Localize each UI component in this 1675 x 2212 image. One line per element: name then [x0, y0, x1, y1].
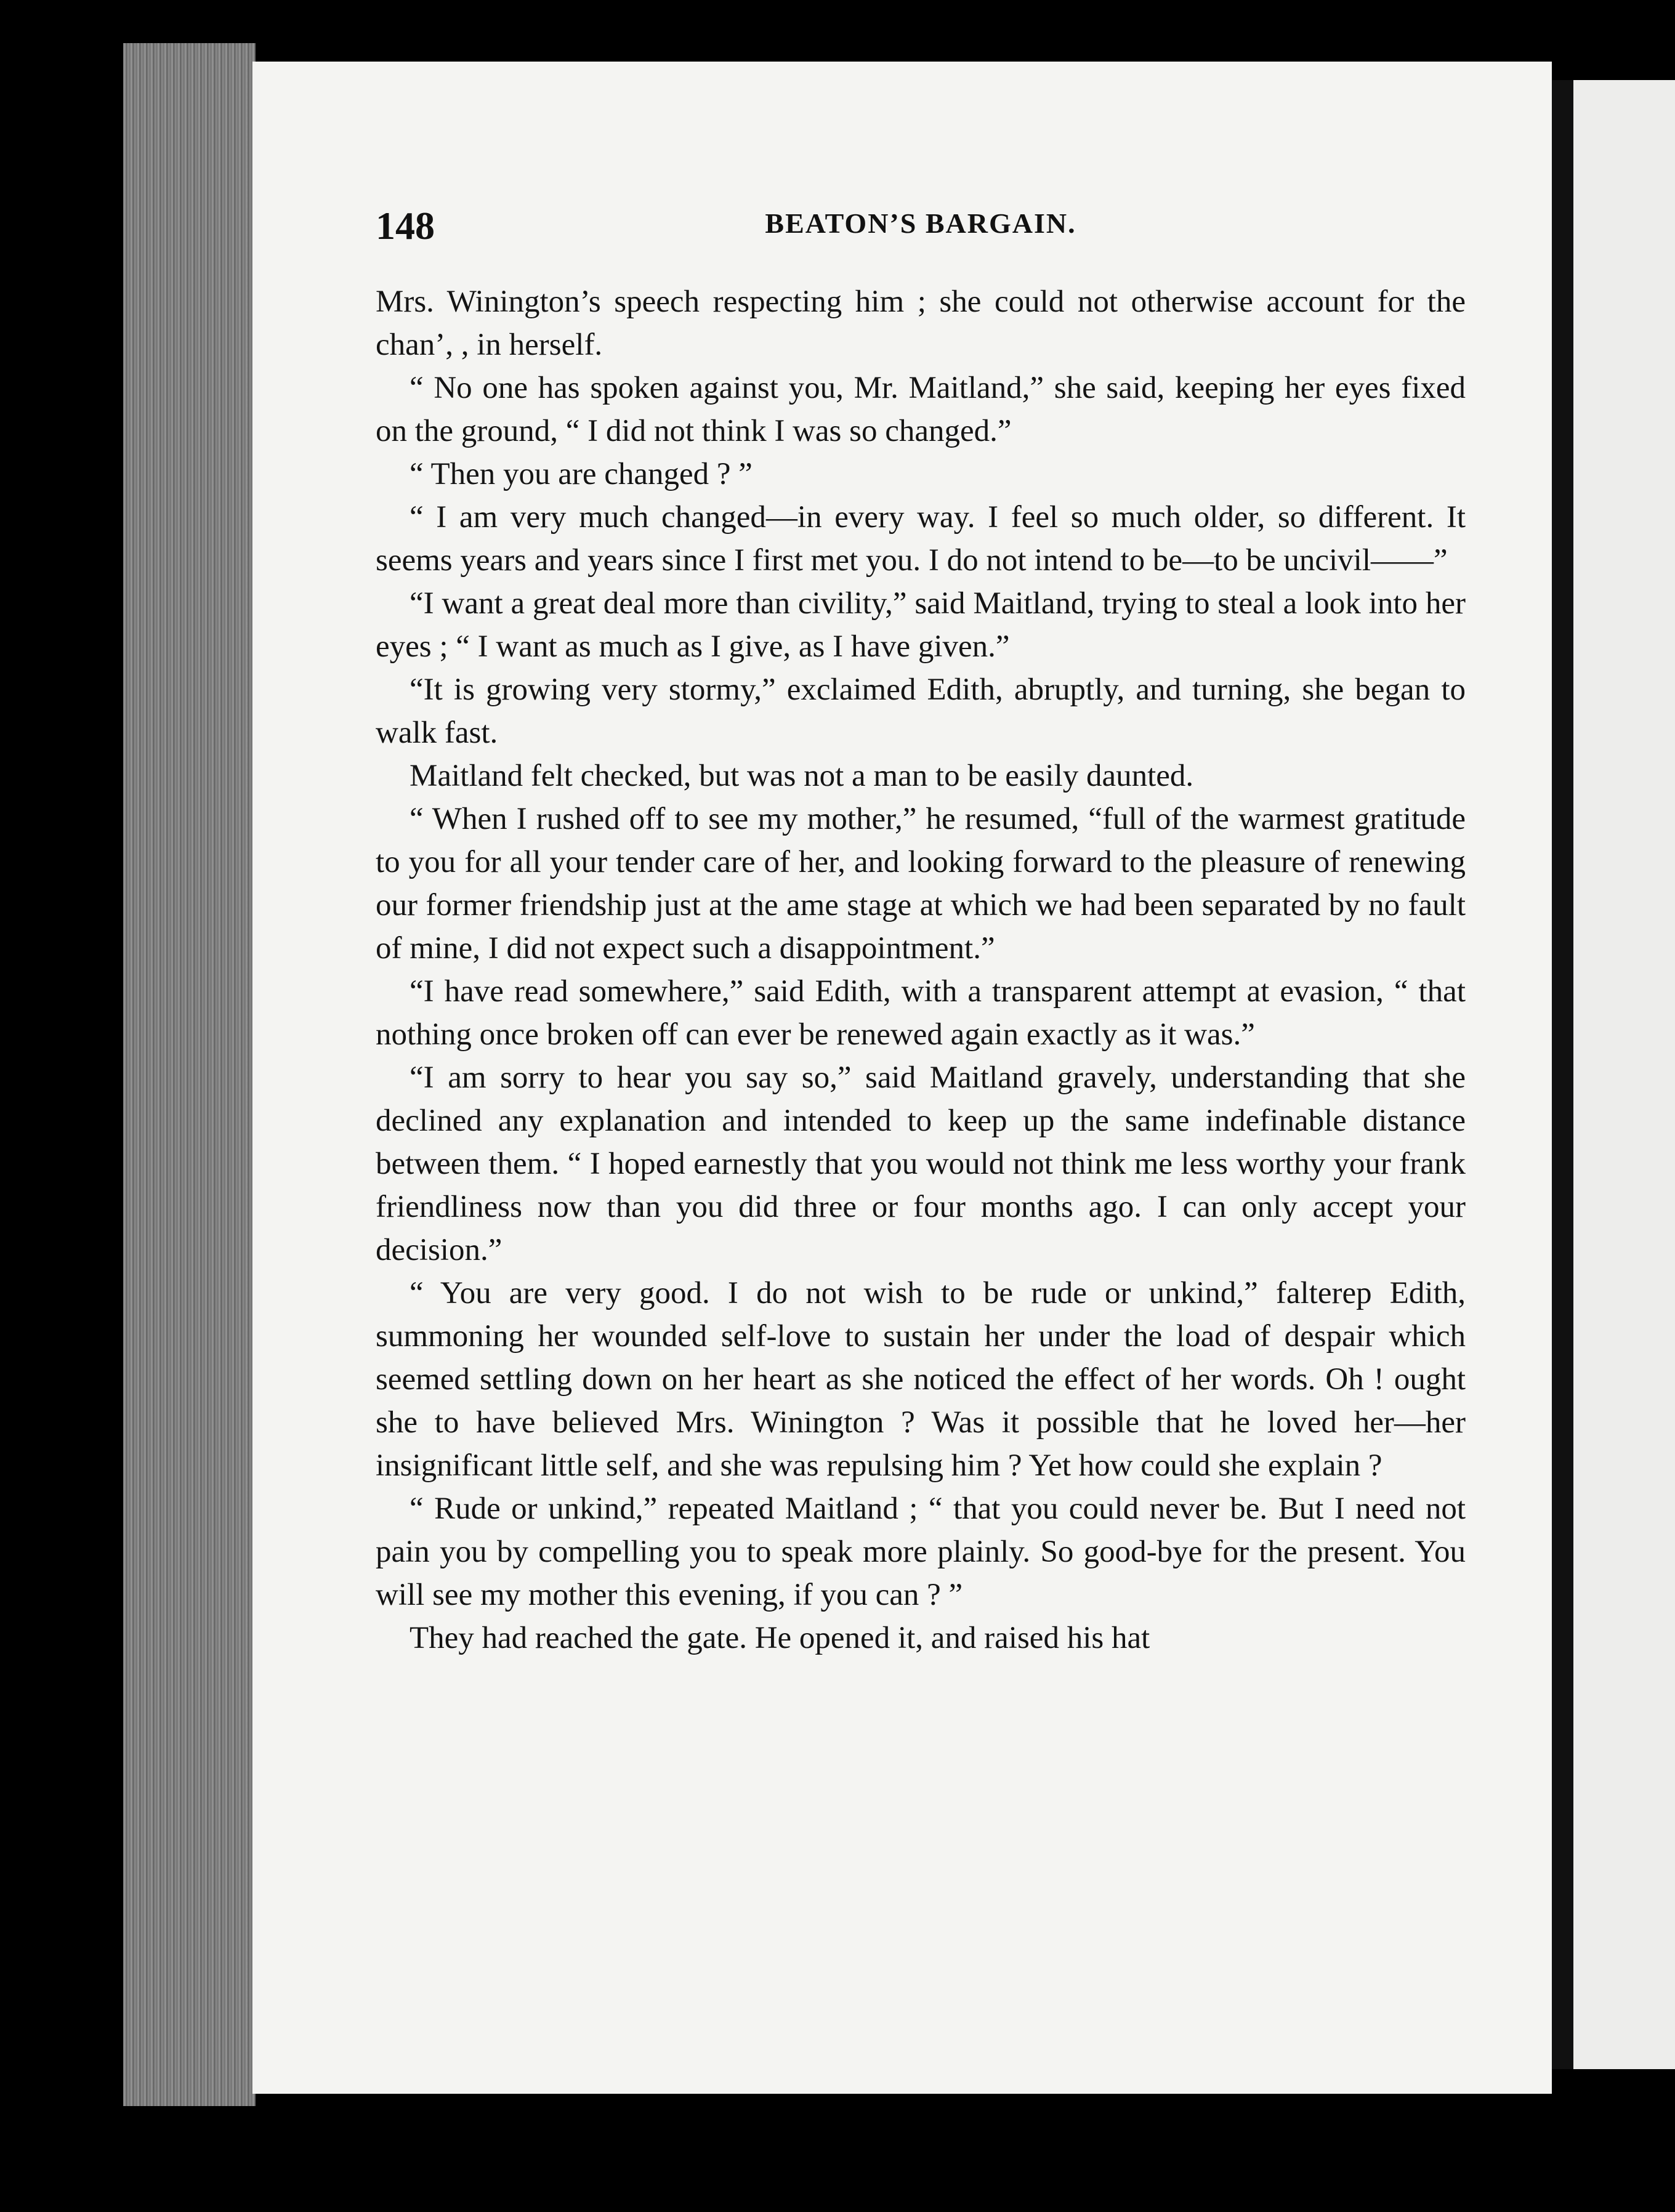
paragraph: “ Then you are changed ? ” — [410, 457, 753, 491]
page-header — [376, 203, 1466, 252]
body-text — [376, 280, 1466, 1660]
paragraph: “ When I rushed off to see my mother,” he resumed, “full of the warmest gratitude to you for all your tender care of her, and looking forward to the pleasure of renewing our former friendship just at the ame stage at which we had been separated by no fault of mine, I did not expect such a disappointment.” — [376, 802, 1466, 966]
paragraph: They had reached the gate. He opened it, and raised his hat — [410, 1621, 1150, 1655]
paragraph: “ I am very much changed—in every way. I feel so much older, so different. It seems years and years since I first met you. I do not intend to be—to be uncivil——” — [376, 500, 1466, 578]
page-number: 148 — [376, 204, 435, 248]
paragraph: Maitland felt checked, but was not a man to be easily daunted. — [410, 759, 1194, 793]
paragraph: “I am sorry to hear you say so,” said Maitland gravely, understanding that she declined any explanation and intended to keep up the same indefinable distance between them. “ I hoped earnestly that you would not think me less worthy your frank friendliness now than you did three or four months ago. I can only accept your decision.” — [376, 1060, 1466, 1267]
paragraph: Mrs. Winington’s speech respecting him ; she could not otherwise account for the chan’, , in herself. — [376, 285, 1466, 362]
facing-page-edge — [1573, 80, 1675, 2069]
paragraph: “I want a great deal more than civility,” said Maitland, trying to steal a look into her eyes ; “ I want as much as I give, as I have given.” — [376, 586, 1466, 664]
paragraph: “ No one has spoken against you, Mr. Maitland,” she said, keeping her eyes fixed on the ground, “ I did not think I was so changed.” — [376, 371, 1466, 448]
paragraph: “ Rude or unkind,” repeated Maitland ; “ that you could never be. But I need not pain you by compelling you to speak more plainly. So good-bye for the present. You will see my mother this evening, if you can ? ” — [376, 1491, 1466, 1612]
page-gutter-shadow — [1552, 80, 1573, 2069]
paragraph: “It is growing very stormy,” exclaimed Edith, abruptly, and turning, she began to walk fast. — [376, 672, 1466, 750]
running-title: BEATON’S BARGAIN. — [765, 208, 1076, 239]
book-page-edges — [123, 43, 256, 2106]
paragraph: “ You are very good. I do not wish to be rude or unkind,” falterep Edith, summoning her wounded self-love to sustain her under the load of despair which seemed settling down on her heart as she noticed the effect of her words. Oh ! ought she to have believed Mrs. Winington ? Was it possible that he loved her—her insignificant little self, and she was repulsing him ? Yet how could she explain ? — [376, 1276, 1466, 1483]
paragraph: “I have read somewhere,” said Edith, with a transparent attempt at evasion, “ that nothing once broken off can ever be renewed again exactly as it was.” — [376, 974, 1466, 1052]
